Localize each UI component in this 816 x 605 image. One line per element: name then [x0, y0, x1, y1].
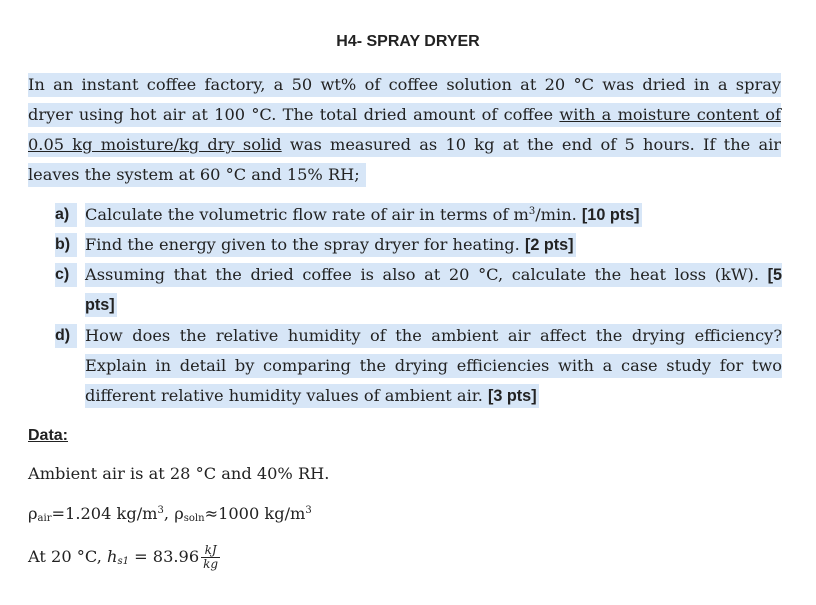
subscript: s1: [117, 556, 129, 567]
underlined-text: 0.05 kg moisture/kg dry solid: [28, 135, 282, 154]
question-text: How does the relative humidity of the ambient air affect the drying efficiency?: [85, 326, 782, 345]
superscript: 3: [305, 505, 312, 516]
question-d-line-2: [85, 354, 782, 378]
data-heading: [28, 425, 68, 445]
density-line: [28, 504, 312, 523]
density-value: =1.204 kg/m: [51, 504, 158, 523]
points-label: [5: [767, 266, 782, 284]
question-text: Calculate the volumetric flow rate of air in terms of m: [85, 205, 529, 224]
question-text: /min.: [535, 205, 582, 224]
question-b: [85, 233, 576, 257]
intro-text: dryer using hot air at 100 °C. The total dried amount of coffee: [28, 105, 560, 124]
intro-line-4: [28, 163, 366, 187]
question-c-line-1: [85, 263, 782, 287]
question-text: Find the energy given to the spray dryer for heating.: [85, 235, 525, 254]
intro-line-1: [28, 73, 781, 97]
question-c-line-2: [85, 293, 117, 317]
points-label: [3 pts]: [488, 387, 537, 405]
subscript: soln: [183, 513, 205, 524]
underlined-text: with a moisture content of: [559, 105, 781, 124]
intro-text: In an instant coffee factory, a 50 wt% of coffee solution at 20 °C was dried in a spray: [28, 75, 781, 94]
page-title: H4- SPRAY DRYER: [336, 33, 480, 50]
question-text: Explain in detail by comparing the drying efficiencies with a case study for two: [85, 356, 782, 375]
superscript: 3: [157, 505, 164, 516]
rho-symbol: ρ: [28, 504, 38, 523]
question-d-line-3: [85, 384, 539, 408]
unit-fraction: [201, 544, 220, 571]
intro-text: leaves the system at 60 °C and 15% RH;: [28, 165, 360, 184]
intro-line-2: [28, 103, 781, 127]
question-c-marker: c): [55, 263, 77, 287]
unit-denominator: kg: [203, 557, 219, 571]
density-value: ≈1000 kg/m: [204, 504, 306, 523]
enthalpy-prefix: At 20 °C,: [28, 547, 107, 566]
intro-line-3: [28, 133, 781, 157]
enthalpy-value: = 83.96: [128, 547, 200, 566]
rho-symbol: ρ: [174, 504, 184, 523]
ambient-air-line: Ambient air is at 28 °C and 40% RH.: [28, 464, 330, 483]
enthalpy-symbol: h: [107, 547, 118, 566]
unit-numerator: kJ: [201, 544, 220, 558]
enthalpy-line: [28, 543, 220, 571]
data-heading-text: Data:: [28, 427, 69, 444]
points-label: pts]: [85, 296, 115, 314]
question-text: different relative humidity values of ambient air.: [85, 386, 489, 405]
subscript: air: [37, 513, 52, 524]
question-a-marker: a): [55, 203, 77, 227]
points-label: [10 pts]: [581, 206, 640, 224]
points-label: [2 pts]: [524, 236, 574, 254]
superscript: 3: [528, 206, 536, 217]
question-b-marker: b): [55, 233, 77, 257]
question-d-line-1: [85, 324, 782, 348]
question-a: [85, 203, 642, 227]
separator: ,: [163, 504, 175, 523]
intro-text: was measured as 10 kg at the end of 5 hours. If the air: [281, 135, 782, 154]
question-d-marker: d): [55, 324, 77, 348]
question-text: Assuming that the dried coffee is also at 20 °C, calculate the heat loss (kW).: [85, 265, 768, 284]
